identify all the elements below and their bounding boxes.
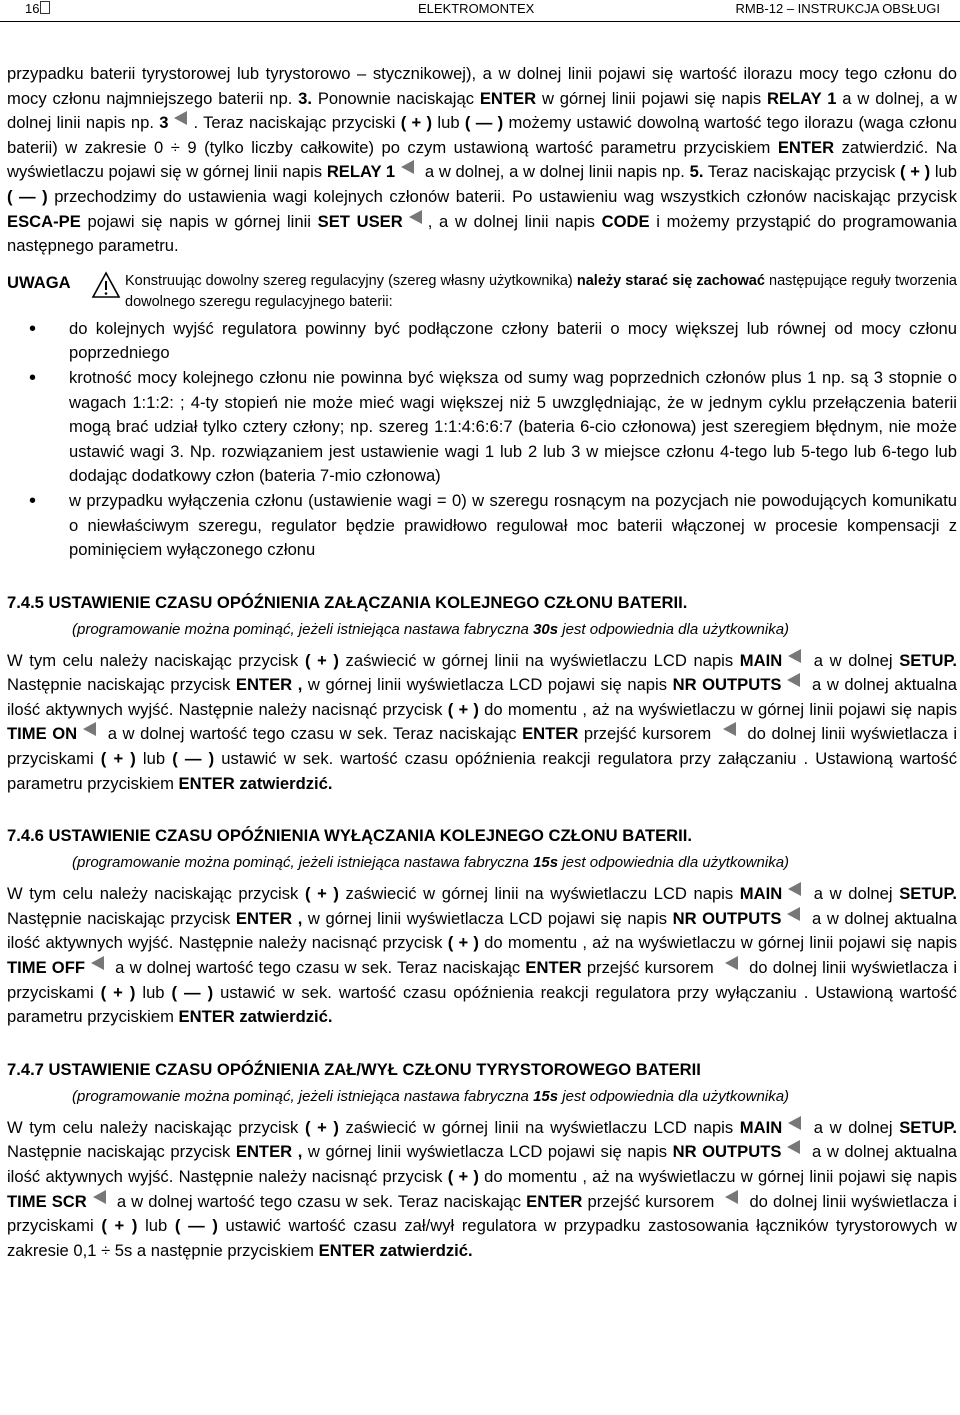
page-header [0,0,960,22]
section-note: (programowanie można pominąć, jeżeli istniejąca nastawa fabryczna 15s jest odpowiednia dla użytkownika) [72,1087,790,1105]
cursor-arrow-icon [788,1116,801,1130]
list-item: • w przypadku wyłączenia członu (ustawienie wagi = 0) w szeregu rosnącym na pozycjach nie powodujących komunikatu o niewłaściwym szeregu, regulator będzie prawidłowo regulował moc baterii włączonej w procesie kompensacji z pominięciem wyłączonego członu [7,489,957,563]
cursor-arrow-icon [174,111,187,125]
cursor-arrow-icon [409,210,422,224]
cursor-arrow-icon [788,882,801,896]
cursor-arrow-icon [788,649,801,663]
section-body: W tym celu należy naciskając przycisk ( + ) zaświecić w górnej linii na wyświetlaczu LCD napis MAIN a w dolnej SETUP. Następnie naciskając przycisk ENTER , w górnej linii wyświetlacza LCD pojawi się napis NR OUTPUTS a w dolnej aktualna ilość aktywnych wyjść. Następnie należy nacisnąć przycisk ( + ) do momentu , aż na wyświetlaczu w górnej linii pojawi się napis TIME OFF a w dolnej wartość tego czasu w sek. Teraz naciskając ENTER przejść kursorem do dolnej linii wyświetlacza i przyciskami ( + ) lub ( — ) ustawić w sek. wartość czasu opóźnienia reakcji regulatora przy wyłączaniu . Ustawioną wartość parametru przyciskiem ENTER zatwierdzić. [7,884,958,1027]
section-note: (programowanie można pominąć, jeżeli istniejąca nastawa fabryczna 30s jest odpowiednia dla użytkownika) [72,620,790,638]
page-body [7,62,957,1263]
cursor-arrow-icon [787,673,800,687]
cursor-arrow-icon [723,722,736,736]
section-body: W tym celu należy naciskając przycisk ( + ) zaświecić w górnej linii na wyświetlaczu LCD napis MAIN a w dolnej SETUP. Następnie naciskając przycisk ENTER , w górnej linii wyświetlacza LCD pojawi się napis NR OUTPUTS a w dolnej aktualna ilość aktywnych wyjść. Następnie należy nacisnąć przycisk ( + ) do momentu , aż na wyświetlaczu w górnej linii pojawi się napis TIME ON a w dolnej wartość tego czasu w sek. Teraz naciskając ENTER przejść kursorem do dolnej linii wyświetlacza i przyciskami ( + ) lub ( — ) ustawić w sek. wartość czasu opóźnienia reakcji regulatora przy załączaniu . Ustawioną wartość parametru przyciskiem ENTER zatwierdzić. [7,650,958,793]
document-title: RMB-12 – INSTRUKCJA OBSŁUGI [735,1,940,16]
checkbox-glyph-icon [40,1,50,14]
cursor-arrow-icon [93,1190,106,1204]
section-note: (programowanie można pominąć, jeżeli istniejąca nastawa fabryczna 15s jest odpowiednia dla użytkownika) [72,854,790,872]
section-747 [7,1058,957,1264]
cursor-arrow-icon [83,722,96,736]
cursor-arrow-icon [787,1140,800,1154]
cursor-arrow-icon [725,1190,738,1204]
warning-note [7,271,957,313]
section-title: 7.4.7 USTAWIENIE CZASU OPÓŹNIENIA ZAŁ/WYŁ CZŁONU TYRYSTOROWEGO BATERII [7,1059,701,1079]
paragraph-relay-weights: przypadku baterii tyrystorowej lub tyrystorowo – stycznikowej), a w dolnej linii pojawi się wartość ilorazu mocy tego członu do mocy członu najmniejszego baterii np. 3. Ponownie naciskając ENTER w górnej linii pojawi się napis RELAY 1 a w dolnej, a w dolnej linii napis np. 3 . Teraz naciskając przyciski ( + ) lub ( — ) możemy ustawić dowolną wartość tego ilorazu (waga członu baterii) w zakresie 0 ÷ 9 (tylko liczby całkowite) po czym ustawioną wartość parametru przyciskiem ENTER zatwierdzić. Na wyświetlaczu pojawi się w górnej linii napis RELAY 1 a w dolnej, a w dolnej linii napis np. 5. Teraz naciskając przycisk ( + ) lub ( — ) przechodzimy do ustawienia wagi kolejnych członów baterii. Po ustawieniu wag wszystkich członów naciskając przycisk ESCA-PE pojawi się napis w górnej linii SET USER , a w dolnej linii napis CODE i możemy przystąpić do programowania następnego parametru. [7,64,958,256]
cursor-arrow-icon [725,956,738,970]
section-title: 7.4.6 USTAWIENIE CZASU OPÓŹNIENIA WYŁĄCZANIA KOLEJNEGO CZŁONU BATERII. [7,826,692,846]
cursor-arrow-icon [91,956,104,970]
section-title: 7.4.5 USTAWIENIE CZASU OPÓŹNIENIA ZAŁĄCZANIA KOLEJNEGO CZŁONU BATERII. [7,592,688,612]
list-item: • do kolejnych wyjść regulatora powinny być podłączone człony baterii o mocy większej lub równej od mocy członu poprzedniego [7,317,957,366]
warning-triangle-icon [91,271,121,299]
section-746 [7,824,957,1030]
list-item: • krotność mocy kolejnego członu nie powinna być większa od sumy wag poprzednich członów plus 1 np. są 3 stopnie o wagach 1:1:2: ; 4-ty stopień nie może mieć wagi większej niż 5 uwzględniając, że w jednym cyklu przełączenia baterii mogą brać udział tylko cztery człony; np. szereg 1:1:4:6:6:7 (bateria 6-cio członowa) jest szeregiem błędnym, nie może ustawić wagi 3. Np. rozwiązaniem jest ustawienie wagi 1 lub 2 lub 3 w miejsce członu 4-tego lub 5-tego lub 6-tego lub dodając dodatkowy człon (bateria 7-mio członowa) [7,366,957,489]
section-745 [7,591,957,797]
company-name: ELEKTROMONTEX [418,1,535,16]
cursor-arrow-icon [401,160,414,174]
warning-text: Konstruując dowolny szereg regulacyjny (szereg własny użytkownika) należy starać się zachować następujące reguły tworzenia dowolnego szeregu regulacyjnego baterii: [125,272,957,310]
page-number: 16 [25,0,50,18]
cursor-arrow-icon [787,907,800,921]
section-body: W tym celu należy naciskając przycisk ( + ) zaświecić w górnej linii na wyświetlaczu LCD napis MAIN a w dolnej SETUP. Następnie naciskając przycisk ENTER , w górnej linii wyświetlacza LCD pojawi się napis NR OUTPUTS a w dolnej aktualna ilość aktywnych wyjść. Następnie należy nacisnąć przycisk ( + ) do momentu , aż na wyświetlaczu w górnej linii pojawi się napis TIME SCR a w dolnej wartość tego czasu w sek. Teraz naciskając ENTER przejść kursorem do dolnej linii wyświetlacza i przyciskami ( + ) lub ( — ) ustawić wartość czasu zał/wył regulatora w przypadku zastosowania łączników tyrystorowych w zakresie 0,1 ÷ 5s a następnie przyciskiem ENTER zatwierdzić. [7,1117,958,1260]
warning-label: UWAGA [7,272,71,292]
rules-list [7,317,957,563]
